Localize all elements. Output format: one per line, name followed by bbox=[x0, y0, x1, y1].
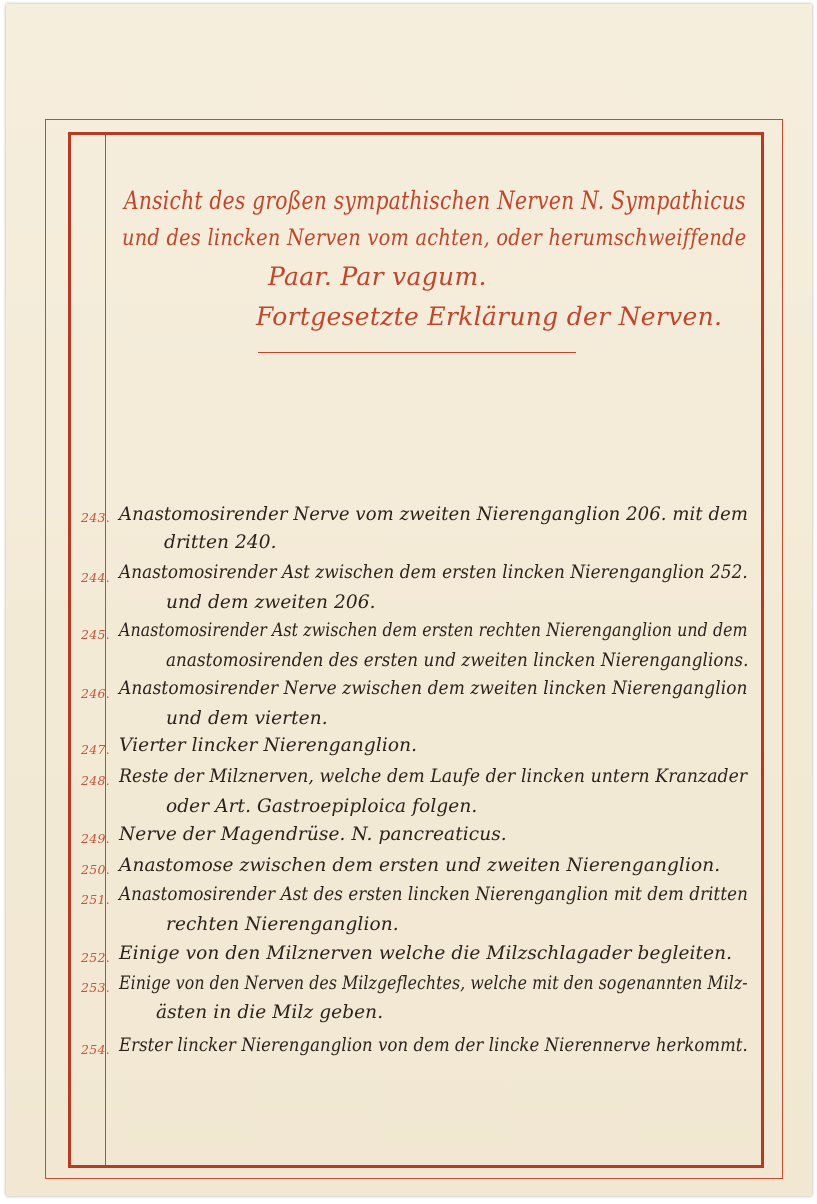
manuscript-page bbox=[6, 4, 812, 1196]
title-line-4: Fortgesetzte Erklärung der Nerven. bbox=[256, 302, 723, 331]
entry-text: Anastomosirender Ast zwischen dem ersten rechten Nierenganglion und dem bbox=[119, 620, 748, 641]
entry-number: 245. bbox=[81, 627, 111, 642]
entry-number: 248. bbox=[81, 773, 111, 788]
entry-text: Anastomosirender Ast des ersten lincken Nierenganglion mit dem dritten bbox=[119, 884, 748, 905]
entry-text-continued: oder Art. Gastroepiploica folgen. bbox=[166, 796, 478, 817]
entry-text: Vierter lincker Nierenganglion. bbox=[119, 735, 418, 756]
entry-text: Reste der Milznerven, welche dem Laufe der lincken untern Kranzader bbox=[119, 766, 748, 787]
entry-text: Anastomosirender Nerve vom zweiten Nierenganglion 206. mit dem bbox=[119, 504, 749, 525]
title-line-3: Paar. Par vagum. bbox=[268, 262, 487, 291]
entry-number: 250. bbox=[81, 862, 111, 877]
entry-text-continued: und dem zweiten 206. bbox=[166, 592, 376, 613]
entry-number: 244. bbox=[81, 570, 111, 585]
entry-number: 253. bbox=[81, 980, 111, 995]
entry-text-continued: anastomosirenden des ersten und zweiten lincken Nierenganglions. bbox=[166, 650, 749, 671]
entry-text: Anastomose zwischen dem ersten und zweiten Nierenganglion. bbox=[119, 855, 721, 876]
entry-text: Erster lincker Nierenganglion von dem der lincke Nierennerve herkommt. bbox=[119, 1035, 748, 1056]
entry-text: Einige von den Nerven des Milzgeflechtes, welche mit den sogenannten Milz- bbox=[119, 973, 748, 994]
entry-number: 254. bbox=[81, 1042, 111, 1057]
entry-number: 249. bbox=[81, 831, 111, 846]
entry-text: Anastomosirender Nerve zwischen dem zweiten lincken Nierenganglion bbox=[119, 678, 748, 699]
entry-number: 247. bbox=[81, 742, 111, 757]
entry-text: Nerve der Magendrüse. N. pancreaticus. bbox=[119, 824, 507, 845]
entry-text-continued: dritten 240. bbox=[164, 532, 277, 553]
entry-number: 251. bbox=[81, 892, 111, 907]
entry-number: 246. bbox=[81, 686, 111, 701]
entry-text: Einige von den Milznerven welche die Milzschlagader begleiten. bbox=[119, 943, 733, 964]
entry-number: 243. bbox=[81, 510, 111, 525]
title-line-2: und des lincken Nerven vom achten, oder herumschweiffende bbox=[122, 226, 747, 251]
entry-text: Anastomosirender Ast zwischen dem ersten lincken Nierenganglion 252. bbox=[119, 562, 748, 583]
entry-text-continued: und dem vierten. bbox=[166, 708, 328, 729]
entry-number: 252. bbox=[81, 950, 111, 965]
entry-text-continued: ästen in die Milz geben. bbox=[156, 1002, 384, 1023]
entry-text-continued: rechten Nierenganglion. bbox=[166, 914, 399, 935]
nerve-entry-list bbox=[6, 4, 817, 1204]
title-line-1: Ansicht des großen sympathischen Nerven N. Sympathicus bbox=[124, 186, 746, 215]
